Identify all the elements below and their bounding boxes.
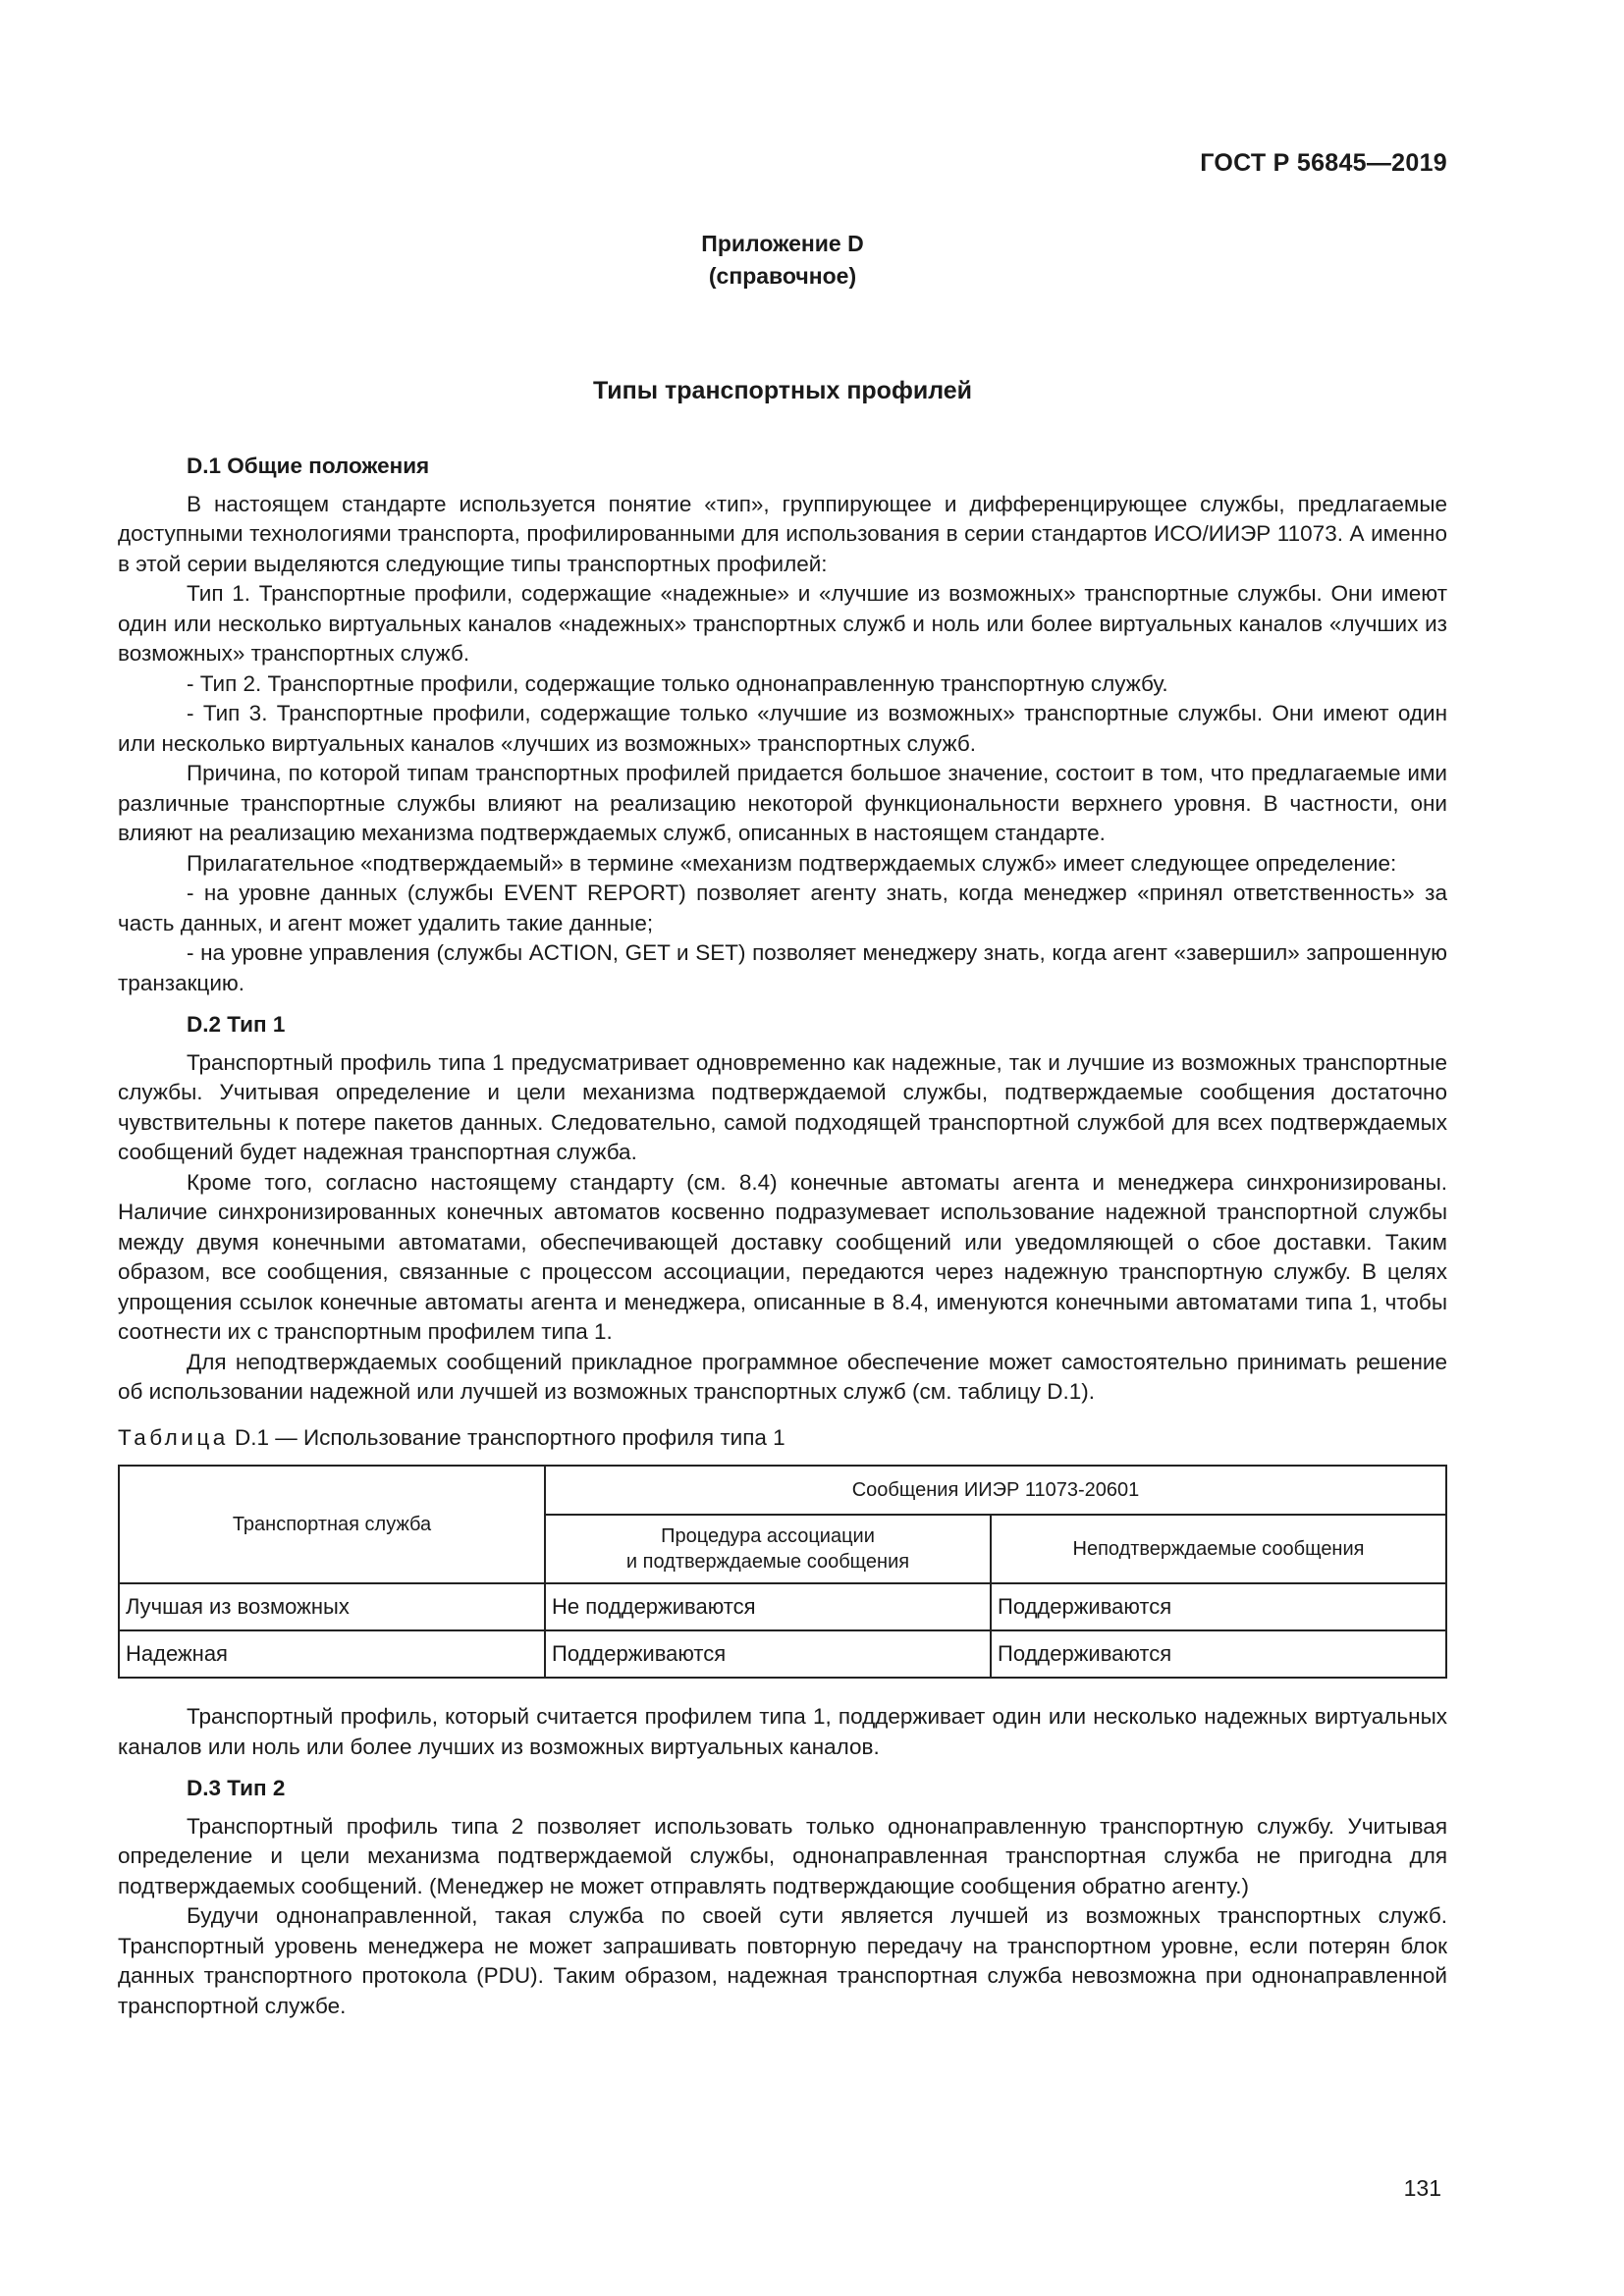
paragraph: - Тип 2. Транспортные профили, содержащие только однонаправленную транспортную службу. — [187, 670, 1168, 696]
paragraph: Причина, по которой типам транспортных профилей придается большое значение, состоит в том, что предлагаемые ими различные транспортные службы влияют на реализацию некоторой функциональности верхнего уровня. В частности, они влияют на реализацию механизма подтверждаемых служб, описанных в настоящем стандарте. — [118, 761, 1447, 845]
page-title: Типы транспортных профилей — [592, 377, 973, 404]
table-row — [119, 1583, 1446, 1630]
standard-number: ГОСТ Р 56845—2019 — [1200, 149, 1447, 177]
paragraph: В настоящем стандарте используется понятие «тип», группирующее и дифференцирующее службы, предлагаемые доступными технологиями транспорта, профилированными для использования в серии стандартов ИСО/ИИЭР 11073. А именно в этой серии выделяются следующие типы транспортных профилей: — [118, 491, 1447, 576]
section-heading-d3: D.3 Тип 2 — [187, 1776, 286, 1800]
table-cell: Лучшая из возможных — [119, 1583, 545, 1630]
paragraph: - Тип 3. Транспортные профили, содержащие только «лучшие из возможных» транспортные службы. Они имеют один или несколько виртуальных каналов «лучших из возможных» транспортных служб. — [118, 701, 1447, 756]
appendix-heading — [0, 228, 1565, 293]
table-header-association-line2: и подтверждаемые сообщения — [625, 1551, 910, 1573]
table-header-association-line1: Процедура ассоциации — [661, 1525, 875, 1547]
table-cell: Не поддерживаются — [545, 1583, 991, 1630]
table-caption-label: Таблица — [118, 1424, 229, 1450]
paragraph: Транспортный профиль, который считается профилем типа 1, поддерживает один или несколько надежных виртуальных каналов или ноль или более лучших из возможных виртуальных каналов. — [118, 1704, 1447, 1759]
paragraph: Будучи однонаправленной, такая служба по своей сути является лучшей из возможных транспортных служб. Транспортный уровень менеджера не может запрашивать повторную передачу на транспортном уровне, если потерян блок данных транспортного протокола (PDU). Таким образом, надежная транспортная служба невозможна при однонаправленной транспортной службе. — [118, 1903, 1447, 2018]
page-number: 131 — [1403, 2175, 1441, 2201]
paragraph: Для неподтверждаемых сообщений прикладное программное обеспечение может самостоятельно принимать решение об использовании надежной или лучшей из возможных транспортных служб (см. таблицу D.1). — [118, 1349, 1447, 1404]
section-heading-d2: D.2 Тип 1 — [187, 1012, 286, 1037]
paragraph: Тип 1. Транспортные профили, содержащие «надежные» и «лучшие из возможных» транспортные службы. Они имеют один или несколько виртуальных каналов «надежных» транспортных служб и ноль или более виртуальных каналов «лучших из возможных» транспортных служб. — [118, 581, 1447, 666]
document-body — [118, 452, 1447, 2021]
paragraph: Транспортный профиль типа 2 позволяет использовать только однонаправленную транспортную службу. Учитывая определение и цели механизма подтверждаемой службы, однонаправленная транспортная служба не пригодна для подтверждаемых сообщений. (Менеджер не может отправлять подтверждающие сообщения обратно агенту.) — [118, 1813, 1447, 1898]
transport-profile-table — [118, 1465, 1447, 1679]
table-row — [119, 1630, 1446, 1678]
paragraph: - на уровне данных (службы EVENT REPORT) позволяет агенту знать, когда менеджер «принял ответственность» за часть данных, и агент может удалить такие данные; — [118, 881, 1447, 935]
table-caption-text: D.1 — Использование транспортного профиля типа 1 — [228, 1424, 785, 1450]
paragraph: - на уровне управления (службы ACTION, GET и SET) позволяет менеджеру знать, когда агент «завершил» запрошенную транзакцию. — [118, 940, 1447, 995]
table-header-unconfirmed: Неподтверждаемые сообщения — [991, 1515, 1446, 1583]
table-cell: Поддерживаются — [545, 1630, 991, 1678]
table-header-group: Сообщения ИИЭР 11073-20601 — [545, 1466, 1446, 1515]
appendix-type: (справочное) — [708, 263, 857, 289]
table-header-service: Транспортная служба — [119, 1466, 545, 1583]
table-header-association — [545, 1515, 991, 1583]
paragraph: Прилагательное «подтверждаемый» в термине «механизм подтверждаемых служб» имеет следующее определение: — [187, 850, 1397, 876]
table-caption — [118, 1423, 1447, 1454]
section-heading-d1: D.1 Общие положения — [187, 454, 430, 478]
table-cell: Надежная — [119, 1630, 545, 1678]
paragraph: Кроме того, согласно настоящему стандарту (см. 8.4) конечные автоматы агента и менеджера синхронизированы. Наличие синхронизированных конечных автоматов косвенно подразумевает использование надежной транспортной службы между двумя конечными автоматами, обеспечивающей доставку сообщений или уведомляющей о сбое доставки. Таким образом, все сообщения, связанные с процессом ассоциации, передаются через надежную транспортную службу. В целях упрощения ссылок конечные автоматы агента и менеджера, описанные в 8.4, именуются конечными автоматами типа 1, чтобы соотнести их с транспортным профилем типа 1. — [118, 1169, 1447, 1344]
paragraph: Транспортный профиль типа 1 предусматривает одновременно как надежные, так и лучшие из возможных транспортные службы. Учитывая определение и цели механизма подтверждаемой службы, подтверждаемые сообщения достаточно чувствительны к потере пакетов данных. Следовательно, самой подходящей транспортной службой для всех подтверждаемых сообщений будет надежная транспортная служба. — [118, 1049, 1447, 1164]
appendix-title: Приложение D — [701, 231, 864, 256]
table-cell: Поддерживаются — [991, 1630, 1446, 1678]
table-cell: Поддерживаются — [991, 1583, 1446, 1630]
